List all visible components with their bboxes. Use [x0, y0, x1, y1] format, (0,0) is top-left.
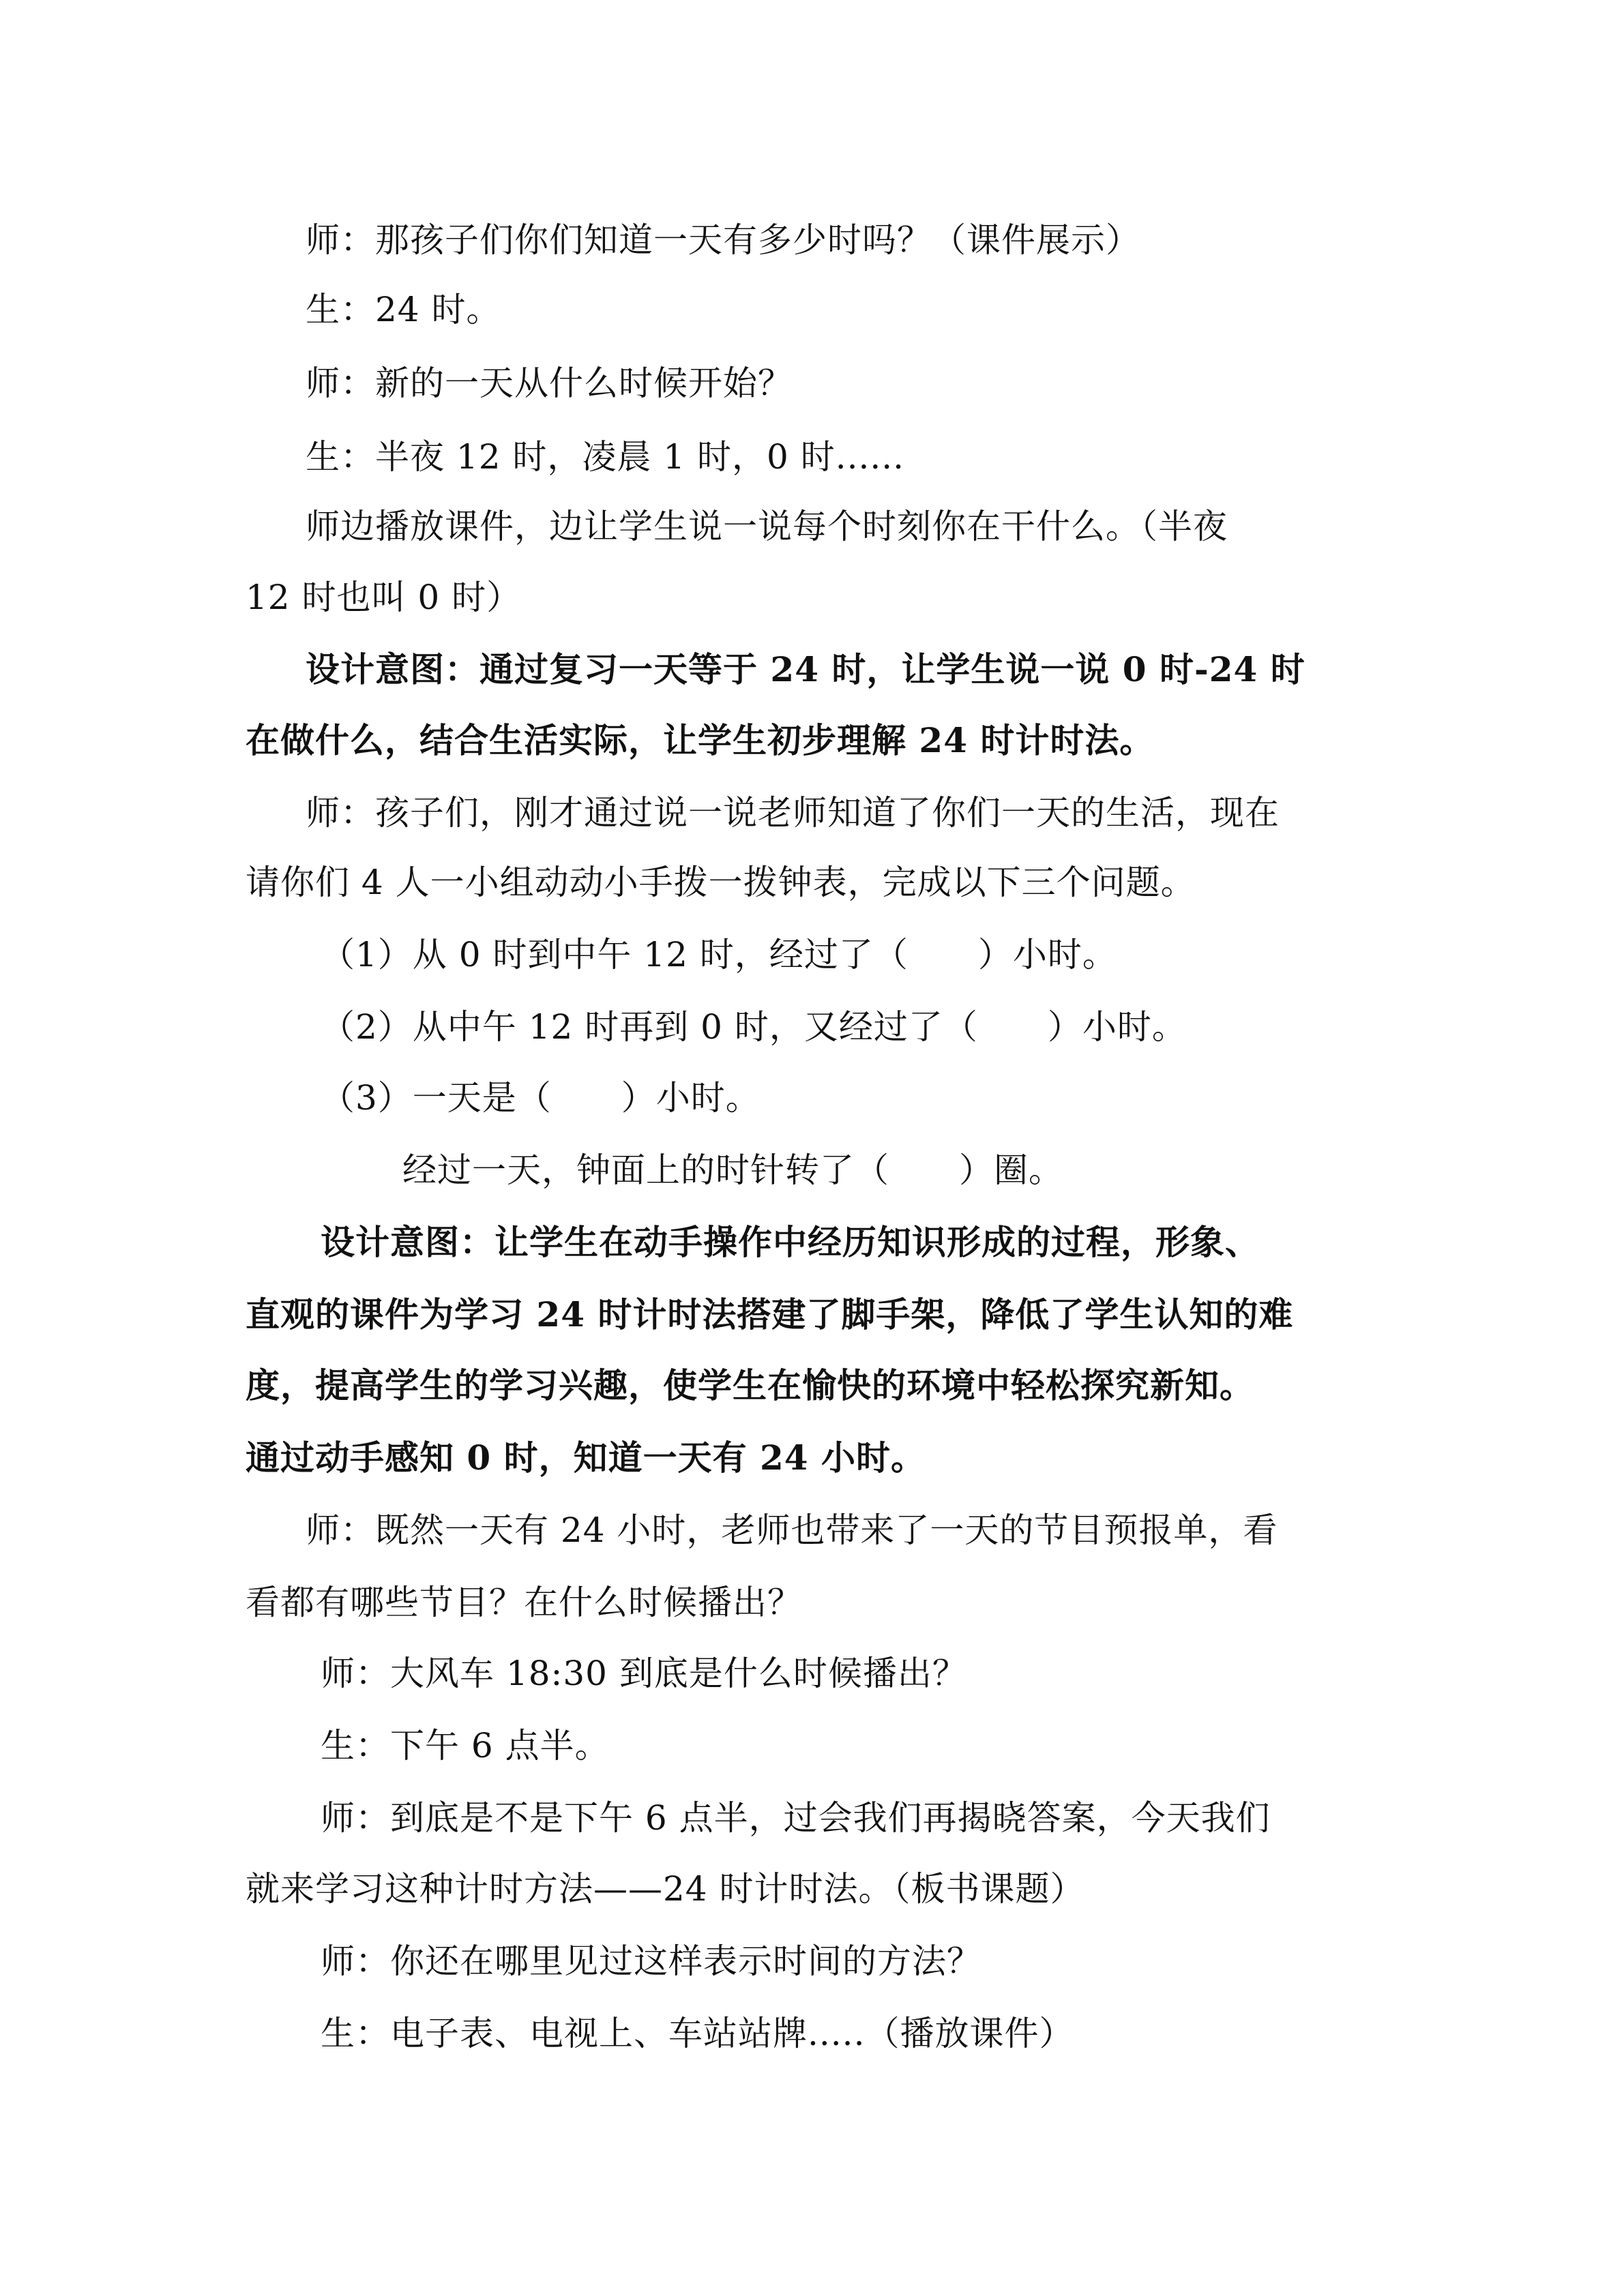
- text-line: 生：下午 6 点半。: [321, 1726, 610, 1765]
- design-intent-line: 通过动手感知 0 时，知道一天有 24 小时。: [246, 1437, 926, 1478]
- text-line: 就来学习这种计时方法——24 时计时法。（板书课题）: [246, 1869, 1085, 1909]
- text-line: 12 时也叫 0 时）: [246, 578, 522, 617]
- text-line: 师：你还在哪里见过这样表示时间的方法？: [321, 1941, 981, 1981]
- text-line: 师：到底是不是下午 6 点半，过会我们再揭晓答案，今天我们: [321, 1798, 1271, 1838]
- design-intent-line: 直观的课件为学习 24 时计时法搭建了脚手架，降低了学生认知的难: [246, 1294, 1294, 1335]
- text-line: 师：大风车 18:30 到底是什么时候播出？: [321, 1654, 967, 1693]
- question-item: 经过一天，钟面上的时针转了（ ）圈。: [402, 1150, 1063, 1190]
- text-line: 师：新的一天从什么时候开始？: [306, 363, 793, 403]
- design-intent-line: 设计意图：通过复习一天等于 24 时，让学生说一说 0 时-24 时: [306, 649, 1305, 689]
- text-line: 生：电子表、电视上、车站站牌.....（播放课件）: [321, 2014, 1074, 2053]
- design-intent-line: 在做什么，结合生活实际，让学生初步理解 24 时计时法。: [246, 720, 1155, 760]
- text-line: 看都有哪些节目？在什么时候播出？: [246, 1583, 802, 1622]
- text-line: 生：半夜 12 时，凌晨 1 时，0 时......: [306, 437, 905, 477]
- text-line: 请你们 4 人一小组动动小手拨一拨钟表，完成以下三个问题。: [246, 863, 1196, 902]
- text-line: 生：24 时。: [306, 290, 501, 329]
- text-line: 师：既然一天有 24 小时，老师也带来了一天的节目预报单，看: [306, 1510, 1278, 1550]
- question-item: （2）从中午 12 时再到 0 时，又经过了（ ）小时。: [321, 1007, 1187, 1047]
- text-line: 师：孩子们，刚才通过说一说老师知道了你们一天的生活，现在: [306, 793, 1280, 833]
- design-intent-line: 度，提高学生的学习兴趣，使学生在愉快的环境中轻松探究新知。: [246, 1365, 1254, 1405]
- question-item: （3）一天是（ ）小时。: [321, 1078, 761, 1118]
- text-line: 师边播放课件，边让学生说一说每个时刻你在干什么。（半夜: [306, 507, 1228, 546]
- design-intent-line: 设计意图：让学生在动手操作中经历知识形成的过程，形象、: [321, 1222, 1260, 1262]
- text-line: 师：那孩子们你们知道一天有多少时吗？（课件展示）: [306, 220, 1140, 260]
- question-item: （1）从 0 时到中午 12 时，经过了（ ）小时。: [321, 935, 1117, 974]
